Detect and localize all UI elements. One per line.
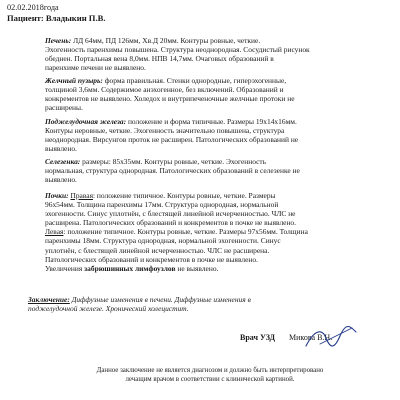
pancreas-title: Поджелудочная железа: <box>45 117 127 126</box>
lymph-nodes-bold: забрюшинных лимфоузлов <box>84 263 176 273</box>
kidneys-line-4: расширена. Патологических образований и конкрементов в почке не выявлено. <box>45 218 297 228</box>
liver-title: Печень: <box>45 36 72 45</box>
pancreas-line-4: выявлено. <box>45 144 77 154</box>
kidneys-line-8: Патологических образований и конкрементов в почке не выявлено. <box>45 254 258 264</box>
pancreas-section <box>45 117 380 153</box>
disclaimer-line-2: лечащим врачом в соответствии с клинической картиной. <box>125 375 295 383</box>
kidneys-line-3: эхогенности. Синус уплотнён, с блестящей линейной исчерченностью. ЧЛС не <box>45 209 296 219</box>
kidneys-section <box>45 191 380 273</box>
lymph-prefix: Увеличения <box>45 263 85 273</box>
doctor-role: Врач УЗД <box>240 333 275 342</box>
right-kidney-label: Правая <box>70 191 93 200</box>
kidneys-line-7: уплотнён, с блестящей линейной исчерченностью. ЧЛС не расширена. <box>45 245 270 255</box>
gallbladder-title: Желчный пузырь: <box>45 76 103 85</box>
pancreas-line-2: Контуры неровные, четкие. Эхогенность значительно повышена, структура <box>45 126 285 136</box>
kidneys-title: Почки: <box>45 191 69 200</box>
liver-line-3: обеднен. Портальная вена 8,0мм. НПВ 14,7мм. Очаговых образований в <box>45 54 274 64</box>
liver-line-4: паренхиме печени не выявлено. <box>45 63 146 73</box>
conclusion-line-2: поджелудочной железе. Хронический холецистит. <box>28 304 189 314</box>
lymph-suffix: не выявлено. <box>175 263 219 273</box>
pancreas-line-3: неоднородная. Вирсунгов проток не расширен. Патологических образований не <box>45 135 299 145</box>
report-date: 02.02.2018года <box>7 3 59 12</box>
gallbladder-line-4: расширены. <box>45 103 83 113</box>
gallbladder-line-3: конкрементов не выявлено. Холедох и внутрипеченочные желчные протоки не <box>45 94 295 104</box>
spleen-line-1: размеры: 85х35мм. Контуры ровные, четкие. Эхогенность <box>80 157 267 166</box>
left-kidney-label: Левая <box>45 227 64 237</box>
conclusion-line-1: Диффузные изменения в печени. Диффузные изменения в <box>69 295 251 304</box>
handwritten-signature <box>300 324 360 354</box>
gallbladder-section <box>45 76 380 112</box>
gallbladder-line-2: толщиной 3,6мм. Содержимое анэхогенное, без включений. Образований и <box>45 85 284 95</box>
patient-name: Пациент: Владыкин П.В. <box>7 13 106 23</box>
conclusion-title: Заключение: <box>28 295 70 304</box>
gallbladder-line-1: форма правильная. Стенки однородные, гиперэхогенные, <box>102 76 287 85</box>
kidneys-line-2: 96х54мм. Толщина паренхимы 17мм. Структура однородная, нормальной <box>45 200 279 210</box>
conclusion-section <box>28 295 378 313</box>
spleen-title: Селезенка: <box>45 157 81 166</box>
disclaimer-line-1: Данное заключение не является диагнозом и должно быть интерпретировано <box>96 367 324 374</box>
doctor-name: Микова В.Н. <box>288 333 333 342</box>
liver-line-2: Эхогенность паренхимы повышена. Структура неоднородная. Сосудистый рисунок <box>45 45 310 55</box>
disclaimer <box>60 367 360 384</box>
kidneys-line-5: : положение типичное. Контуры ровные, четкие. Размеры 97х56мм. Толщина <box>63 227 308 237</box>
spleen-line-3: выявлено. <box>45 175 77 185</box>
pancreas-line-1: положение и форма типичные. Размеры 19х14х16мм. <box>126 117 297 126</box>
kidneys-line-1: : положение типичное. Контуры ровные, четкие. Размеры <box>93 191 276 200</box>
liver-section <box>45 36 380 72</box>
spleen-section <box>45 157 380 184</box>
liver-line-1: ЛД 64мм, ПД 126мм, Хв.Д 20мм. Контуры ровные, четкие. <box>71 36 261 45</box>
spleen-line-2: нормальная, структура однородная. Патологических образований в селезенке не <box>45 166 300 176</box>
kidneys-line-6: паренхимы 18мм. Структура однородная, нормальной эхогенности. Синус <box>45 236 281 246</box>
